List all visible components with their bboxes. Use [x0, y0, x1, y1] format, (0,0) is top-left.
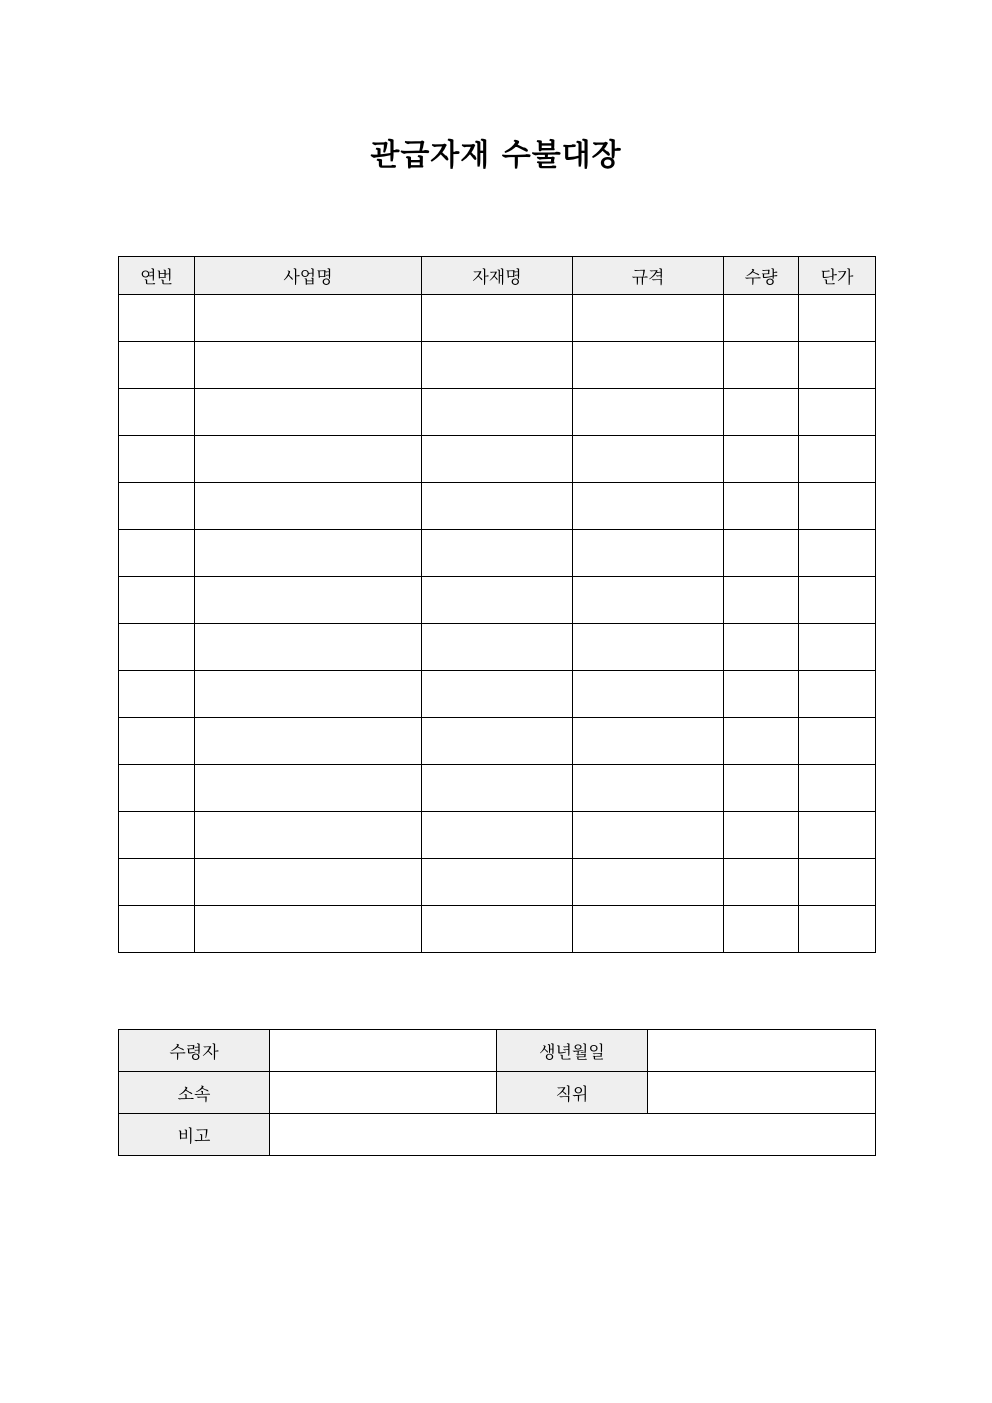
ledger-row	[119, 295, 876, 342]
material-name-cell[interactable]	[422, 530, 573, 577]
material-name-cell[interactable]	[422, 577, 573, 624]
ledger-header-row	[119, 257, 876, 295]
ledger-row	[119, 436, 876, 483]
serial-number-cell[interactable]	[119, 530, 195, 577]
unit-price-cell[interactable]	[799, 812, 876, 859]
birthdate-field[interactable]	[648, 1030, 876, 1072]
serial-number-cell[interactable]	[119, 718, 195, 765]
material-name-cell[interactable]	[422, 624, 573, 671]
ledger-row	[119, 389, 876, 436]
project-name-cell[interactable]	[195, 389, 422, 436]
ledger-row	[119, 530, 876, 577]
serial-number-cell[interactable]	[119, 342, 195, 389]
project-name-cell[interactable]	[195, 577, 422, 624]
header-specification: 규격	[573, 257, 724, 295]
ledger-body	[119, 295, 876, 953]
remarks-label: 비고	[119, 1114, 270, 1156]
receiver-label: 수령자	[119, 1030, 270, 1072]
receiver-info-table	[118, 1029, 876, 1156]
specification-cell[interactable]	[573, 295, 724, 342]
serial-number-cell[interactable]	[119, 671, 195, 718]
ledger-row	[119, 859, 876, 906]
supply-ledger-table	[118, 256, 876, 953]
material-name-cell[interactable]	[422, 859, 573, 906]
header-project-name: 사업명	[195, 257, 422, 295]
specification-cell[interactable]	[573, 765, 724, 812]
unit-price-cell[interactable]	[799, 436, 876, 483]
unit-price-cell[interactable]	[799, 859, 876, 906]
material-name-cell[interactable]	[422, 389, 573, 436]
specification-cell[interactable]	[573, 389, 724, 436]
quantity-cell[interactable]	[724, 342, 799, 389]
serial-number-cell[interactable]	[119, 483, 195, 530]
serial-number-cell[interactable]	[119, 812, 195, 859]
ledger-row	[119, 906, 876, 953]
material-name-cell[interactable]	[422, 718, 573, 765]
affiliation-field[interactable]	[270, 1072, 497, 1114]
project-name-cell[interactable]	[195, 765, 422, 812]
specification-cell[interactable]	[573, 859, 724, 906]
document-title: 관급자재 수불대장	[370, 138, 622, 173]
quantity-cell[interactable]	[724, 624, 799, 671]
unit-price-cell[interactable]	[799, 624, 876, 671]
material-name-cell[interactable]	[422, 765, 573, 812]
material-name-cell[interactable]	[422, 906, 573, 953]
ledger-row	[119, 483, 876, 530]
position-field[interactable]	[648, 1072, 876, 1114]
ledger-row	[119, 577, 876, 624]
quantity-cell[interactable]	[724, 389, 799, 436]
project-name-cell[interactable]	[195, 906, 422, 953]
quantity-cell[interactable]	[724, 859, 799, 906]
unit-price-cell[interactable]	[799, 765, 876, 812]
quantity-cell[interactable]	[724, 577, 799, 624]
project-name-cell[interactable]	[195, 295, 422, 342]
receiver-field[interactable]	[270, 1030, 497, 1072]
unit-price-cell[interactable]	[799, 906, 876, 953]
birthdate-label: 생년월일	[497, 1030, 648, 1072]
unit-price-cell[interactable]	[799, 342, 876, 389]
project-name-cell[interactable]	[195, 812, 422, 859]
header-material-name: 자재명	[422, 257, 573, 295]
serial-number-cell[interactable]	[119, 624, 195, 671]
unit-price-cell[interactable]	[799, 718, 876, 765]
project-name-cell[interactable]	[195, 530, 422, 577]
material-name-cell[interactable]	[422, 483, 573, 530]
quantity-cell[interactable]	[724, 718, 799, 765]
material-name-cell[interactable]	[422, 436, 573, 483]
serial-number-cell[interactable]	[119, 389, 195, 436]
specification-cell[interactable]	[573, 436, 724, 483]
ledger-row	[119, 342, 876, 389]
header-quantity: 수량	[724, 257, 799, 295]
unit-price-cell[interactable]	[799, 530, 876, 577]
specification-cell[interactable]	[573, 624, 724, 671]
specification-cell[interactable]	[573, 530, 724, 577]
affiliation-label: 소속	[119, 1072, 270, 1114]
project-name-cell[interactable]	[195, 436, 422, 483]
specification-cell[interactable]	[573, 342, 724, 389]
quantity-cell[interactable]	[724, 671, 799, 718]
serial-number-cell[interactable]	[119, 859, 195, 906]
project-name-cell[interactable]	[195, 718, 422, 765]
unit-price-cell[interactable]	[799, 295, 876, 342]
quantity-cell[interactable]	[724, 765, 799, 812]
ledger-row	[119, 624, 876, 671]
quantity-cell[interactable]	[724, 530, 799, 577]
serial-number-cell[interactable]	[119, 436, 195, 483]
project-name-cell[interactable]	[195, 483, 422, 530]
quantity-cell[interactable]	[724, 906, 799, 953]
serial-number-cell[interactable]	[119, 906, 195, 953]
material-name-cell[interactable]	[422, 295, 573, 342]
specification-cell[interactable]	[573, 483, 724, 530]
serial-number-cell[interactable]	[119, 295, 195, 342]
material-name-cell[interactable]	[422, 671, 573, 718]
material-name-cell[interactable]	[422, 812, 573, 859]
header-unit-price: 단가	[799, 257, 876, 295]
specification-cell[interactable]	[573, 906, 724, 953]
quantity-cell[interactable]	[724, 483, 799, 530]
specification-cell[interactable]	[573, 812, 724, 859]
unit-price-cell[interactable]	[799, 577, 876, 624]
remarks-field[interactable]	[270, 1114, 876, 1156]
receiver-row	[119, 1030, 876, 1072]
serial-number-cell[interactable]	[119, 577, 195, 624]
material-name-cell[interactable]	[422, 342, 573, 389]
unit-price-cell[interactable]	[799, 483, 876, 530]
specification-cell[interactable]	[573, 577, 724, 624]
project-name-cell[interactable]	[195, 671, 422, 718]
ledger-row	[119, 671, 876, 718]
ledger-row	[119, 765, 876, 812]
project-name-cell[interactable]	[195, 342, 422, 389]
remarks-row	[119, 1114, 876, 1156]
serial-number-cell[interactable]	[119, 765, 195, 812]
affiliation-row	[119, 1072, 876, 1114]
quantity-cell[interactable]	[724, 295, 799, 342]
specification-cell[interactable]	[573, 718, 724, 765]
specification-cell[interactable]	[573, 671, 724, 718]
ledger-row	[119, 812, 876, 859]
project-name-cell[interactable]	[195, 624, 422, 671]
unit-price-cell[interactable]	[799, 671, 876, 718]
unit-price-cell[interactable]	[799, 389, 876, 436]
header-serial-number: 연번	[119, 257, 195, 295]
quantity-cell[interactable]	[724, 436, 799, 483]
position-label: 직위	[497, 1072, 648, 1114]
ledger-row	[119, 718, 876, 765]
project-name-cell[interactable]	[195, 859, 422, 906]
quantity-cell[interactable]	[724, 812, 799, 859]
